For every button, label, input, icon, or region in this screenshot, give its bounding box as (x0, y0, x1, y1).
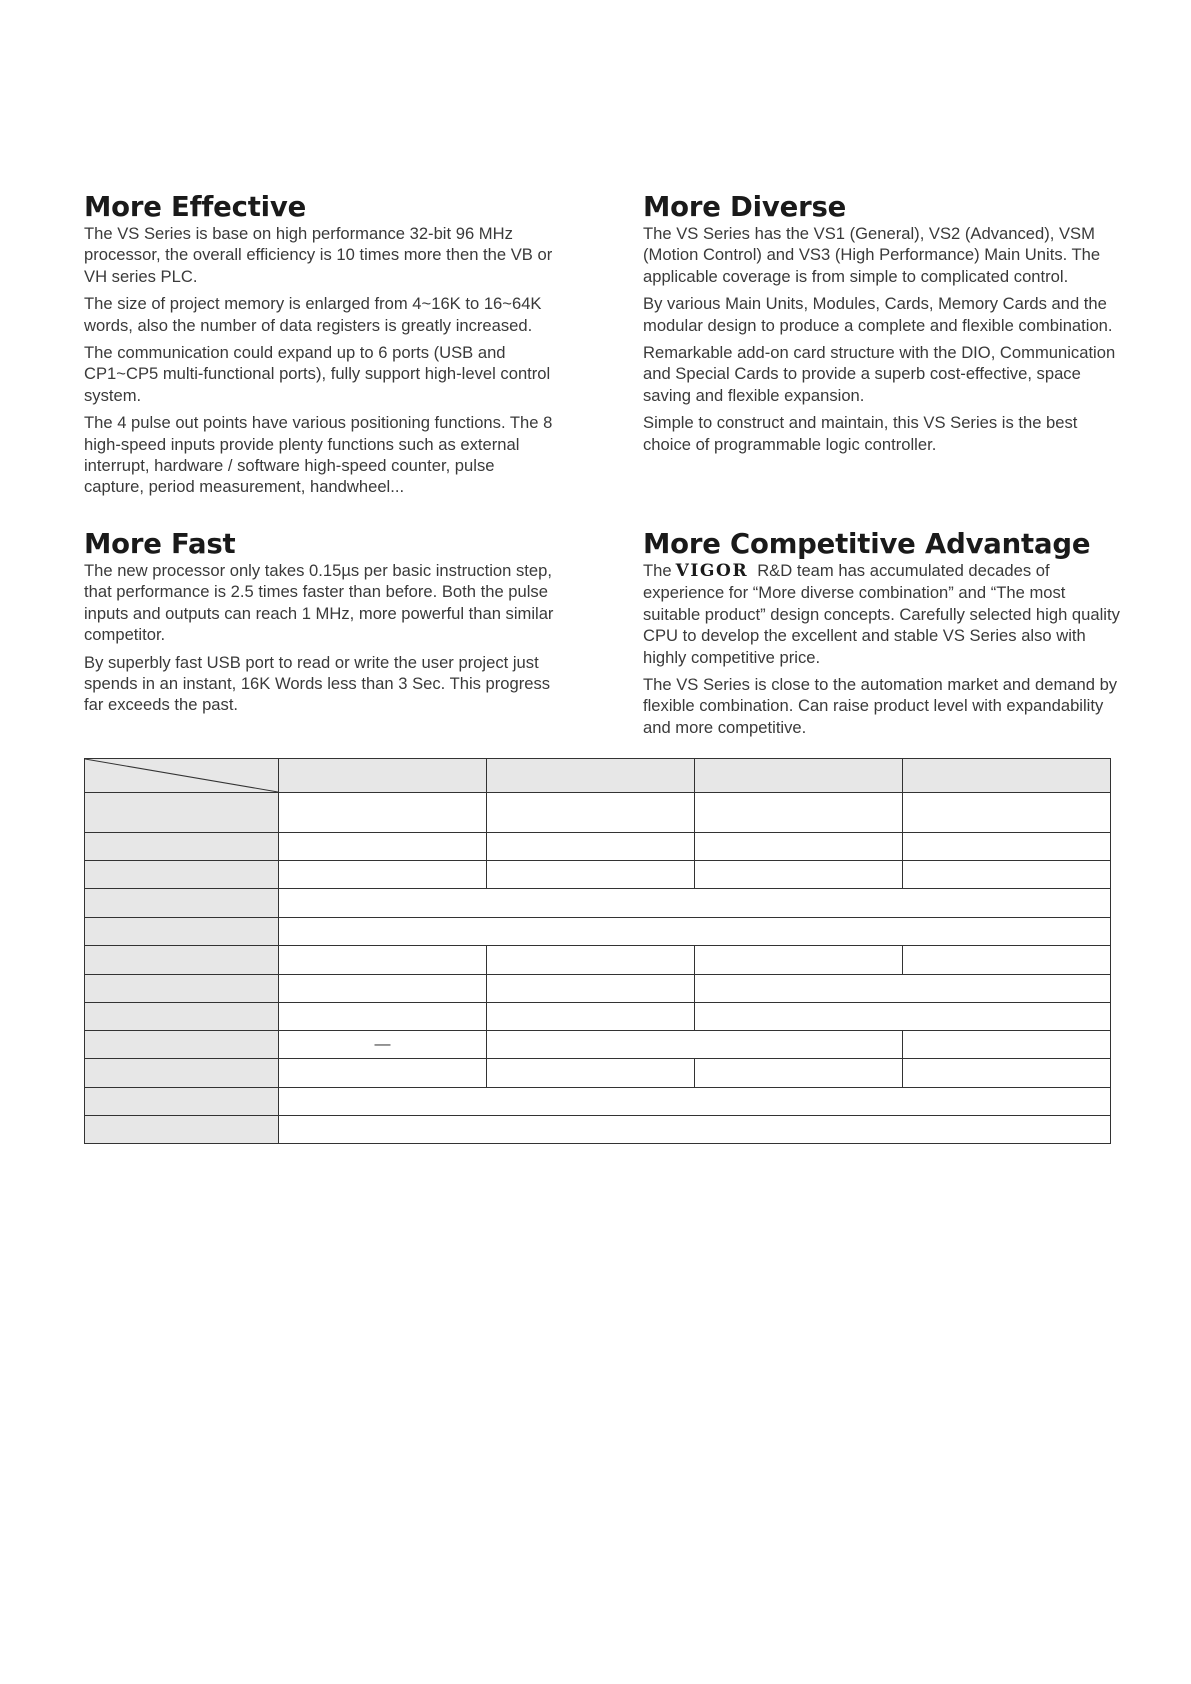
row-label-cell (85, 889, 279, 918)
table-cell-dash (279, 1031, 487, 1059)
diverse-paragraph-2: By various Main Units, Modules, Cards, Memory Cards and the modular design to produce a complete and flexible combination. (643, 294, 1113, 335)
table-header-cell (695, 759, 903, 793)
fast-paragraph-2: By superbly fast USB port to read or write the user project just spends in an instant, 16K Words less than 3 Sec. This progress far exceeds the past. (84, 652, 551, 715)
section-more-effective (84, 192, 559, 504)
diagonal-line (85, 759, 278, 792)
table-cell-merged (279, 918, 1111, 946)
section-more-competitive (643, 529, 1121, 744)
table-header-cell (279, 759, 487, 793)
row-label-cell (85, 1059, 279, 1088)
more-fast-heading: More Fast (84, 528, 236, 560)
table-cell (487, 1003, 695, 1031)
competitive-paragraph-2: The VS Series is close to the automation market and demand by flexible combination. Can raise product level with expandability and more competitive. (643, 675, 1118, 737)
row-label-cell (85, 1003, 279, 1031)
spec-table (84, 758, 1111, 1144)
diverse-paragraph-1: The VS Series has the VS1 (General), VS2 (Advanced), VSM (Motion Control) and VS3 (High Performance) Main Units. The applicable coverage is from simple to complicated control. (643, 224, 1101, 286)
dash-symbol: — (374, 1035, 391, 1053)
row-label-cell (85, 1116, 279, 1144)
effective-paragraph-1: The VS Series is base on high performance 32-bit 96 MHz processor, the overall efficiency is 10 times more then the VB or VH series PLC. (84, 224, 553, 286)
diverse-paragraph-4: Simple to construct and maintain, this VS Series is the best choice of programmable logic controller. (643, 413, 1078, 454)
fast-paragraph-1: The new processor only takes 0.15µs per basic instruction step, that performance is 2.5 times faster than before. Both the pulse inputs and outputs can reach 1 MHz, more powerful than similar competitor. (84, 561, 554, 645)
table-row (85, 1116, 1111, 1144)
table-corner-cell (85, 759, 279, 793)
table-cell (903, 1059, 1111, 1088)
table-cell (487, 946, 695, 975)
table-row (85, 946, 1111, 975)
table-row (85, 1031, 1111, 1059)
table-cell (279, 861, 487, 889)
competitive-p1-rest: R&D team has accumulated decades of experience for “More diverse combination” and “The most suitable product” design concepts. Carefully selected high quality CPU to develop the excellent and stable VS Series also with highly competitive price. (643, 561, 1120, 667)
table-cell-merged (487, 1031, 903, 1059)
table-cell (695, 1059, 903, 1088)
effective-paragraph-2: The size of project memory is enlarged from 4~16K to 16~64K words, also the number of data registers is greatly increased. (84, 294, 542, 335)
table-cell (279, 833, 487, 861)
table-cell (487, 833, 695, 861)
table-row (85, 793, 1111, 833)
table-cell-merged (279, 889, 1111, 918)
table-row (85, 1059, 1111, 1088)
table-row (85, 861, 1111, 889)
vigor-logo: VIGOR (675, 561, 749, 581)
section-more-diverse (643, 192, 1121, 461)
table-cell (903, 946, 1111, 975)
table-row (85, 889, 1111, 918)
table-cell (695, 946, 903, 975)
table-cell (903, 793, 1111, 833)
table-cell (279, 1003, 487, 1031)
section-more-fast (84, 529, 559, 722)
table-cell (903, 861, 1111, 889)
more-diverse-heading: More Diverse (643, 191, 847, 223)
competitive-p1-prefix: The (643, 561, 672, 580)
table-cell (487, 1059, 695, 1088)
effective-paragraph-4: The 4 pulse out points have various positioning functions. The 8 high-speed inputs provide plenty functions such as external interrupt, hardware / software high-speed counter, pulse capture, period measurement, handwheel... (84, 413, 553, 497)
diverse-paragraph-3: Remarkable add-on card structure with the DIO, Communication and Special Cards to provide a superb cost-effective, space saving and flexible expansion. (643, 343, 1116, 405)
table-header-cell (487, 759, 695, 793)
table-cell-merged (695, 1003, 1111, 1031)
table-cell (279, 1059, 487, 1088)
row-label-cell (85, 975, 279, 1003)
table-row (85, 833, 1111, 861)
row-label-cell (85, 861, 279, 889)
row-label-cell (85, 833, 279, 861)
table-cell (695, 833, 903, 861)
row-label-cell (85, 918, 279, 946)
row-label-cell (85, 1031, 279, 1059)
table-cell (903, 1031, 1111, 1059)
table-cell (695, 793, 903, 833)
table-cell (695, 861, 903, 889)
table-cell (903, 833, 1111, 861)
row-label-cell (85, 946, 279, 975)
table-cell (487, 975, 695, 1003)
table-row (85, 1088, 1111, 1116)
table-cell-merged (279, 1116, 1111, 1144)
row-label-cell (85, 1088, 279, 1116)
table-cell (279, 975, 487, 1003)
table-row (85, 975, 1111, 1003)
table-cell-merged (695, 975, 1111, 1003)
table-header-row (85, 759, 1111, 793)
competitive-paragraph-1 (643, 560, 1121, 668)
table-cell (487, 861, 695, 889)
table-cell (279, 793, 487, 833)
more-competitive-heading: More Competitive Advantage (643, 528, 1091, 560)
table-cell (487, 793, 695, 833)
more-effective-heading: More Effective (84, 191, 307, 223)
table-cell (279, 946, 487, 975)
table-row (85, 918, 1111, 946)
effective-paragraph-3: The communication could expand up to 6 ports (USB and CP1~CP5 multi-functional ports), fully support high-level control system. (84, 343, 551, 405)
table-header-cell (903, 759, 1111, 793)
table-cell-merged (279, 1088, 1111, 1116)
row-label-cell (85, 793, 279, 833)
table-row (85, 1003, 1111, 1031)
